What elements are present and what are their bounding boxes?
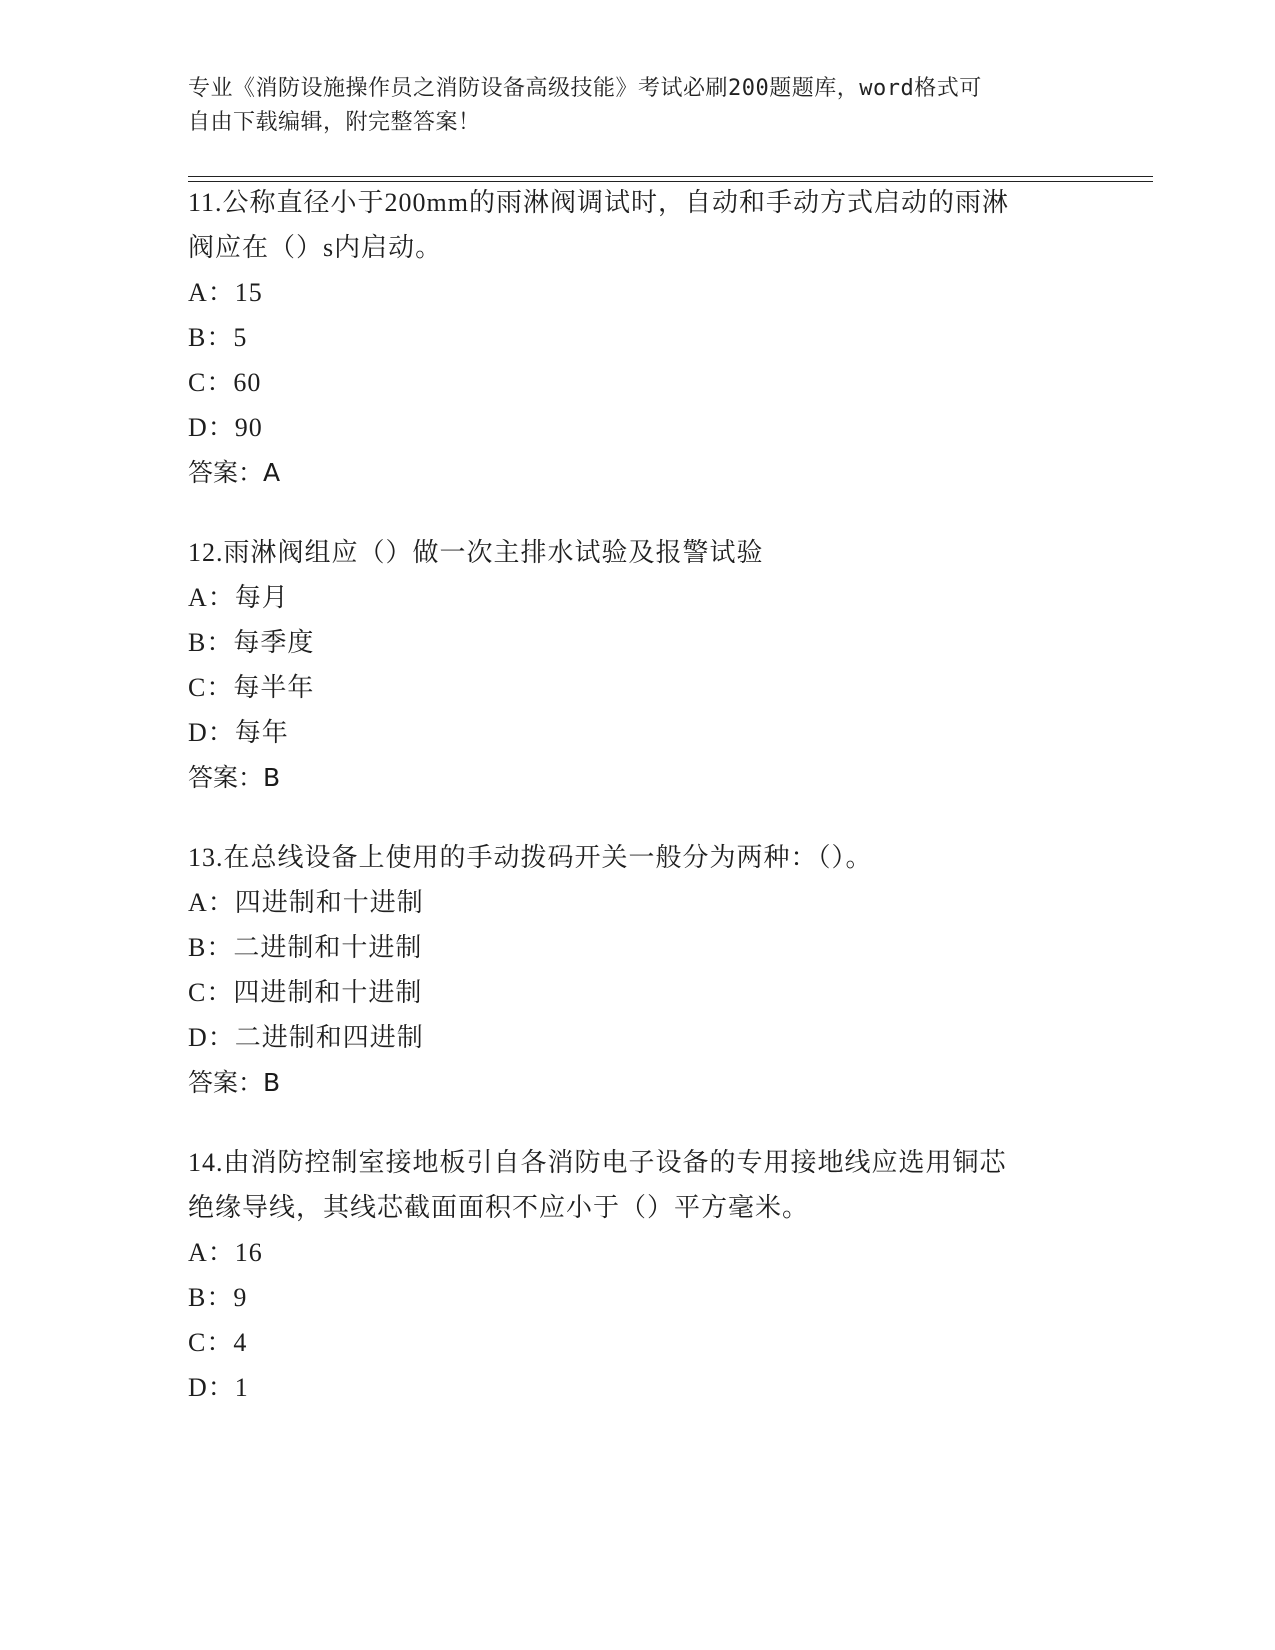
header-divider-top <box>188 176 1153 177</box>
question-text <box>188 530 1088 575</box>
option-d: D：二进制和四进制 <box>188 1023 424 1052</box>
question-13 <box>188 835 1088 1105</box>
question-text-line: 12.雨淋阀组应（）做一次主排水试验及报警试验 <box>188 538 764 567</box>
option-c: C：四进制和十进制 <box>188 978 423 1007</box>
answer-line: 答案：A <box>188 458 281 487</box>
question-14 <box>188 1140 1088 1410</box>
option-d: D：1 <box>188 1373 249 1402</box>
question-text-line: 绝缘导线，其线芯截面面积不应小于（）平方毫米。 <box>188 1193 810 1222</box>
option-b: B：9 <box>188 1283 248 1312</box>
option-a: A：每月 <box>188 583 289 612</box>
question-12 <box>188 530 1088 800</box>
option-a: A：16 <box>188 1238 263 1267</box>
option-b: B：5 <box>188 323 248 352</box>
header-line-2: 自由下载编辑，附完整答案！ <box>188 110 481 135</box>
option-b: B：每季度 <box>188 628 315 657</box>
option-c: C：60 <box>188 368 262 397</box>
option-d: D：90 <box>188 413 263 442</box>
document-header <box>188 72 1068 140</box>
question-11 <box>188 180 1088 495</box>
header-line-1: 专业《消防设施操作员之消防设备高级技能》考试必刷200题题库，word格式可 <box>188 76 982 101</box>
option-d: D：每年 <box>188 718 289 747</box>
option-c: C：4 <box>188 1328 248 1357</box>
question-text-line: 13.在总线设备上使用的手动拨码开关一般分为两种：（）。 <box>188 843 873 872</box>
question-text-line: 11.公称直径小于200mm的雨淋阀调试时，自动和手动方式启动的雨淋 <box>188 188 1009 217</box>
answer-line: 答案：B <box>188 763 281 792</box>
question-text-line: 阀应在（）s内启动。 <box>188 233 443 262</box>
question-text <box>188 1140 1088 1230</box>
question-text-line: 14.由消防控制室接地板引自各消防电子设备的专用接地线应选用铜芯 <box>188 1148 1007 1177</box>
question-text <box>188 180 1088 270</box>
option-a: A：15 <box>188 278 263 307</box>
option-a: A：四进制和十进制 <box>188 888 424 917</box>
question-text <box>188 835 1088 880</box>
option-c: C：每半年 <box>188 673 315 702</box>
option-b: B：二进制和十进制 <box>188 933 423 962</box>
answer-line: 答案：B <box>188 1068 281 1097</box>
